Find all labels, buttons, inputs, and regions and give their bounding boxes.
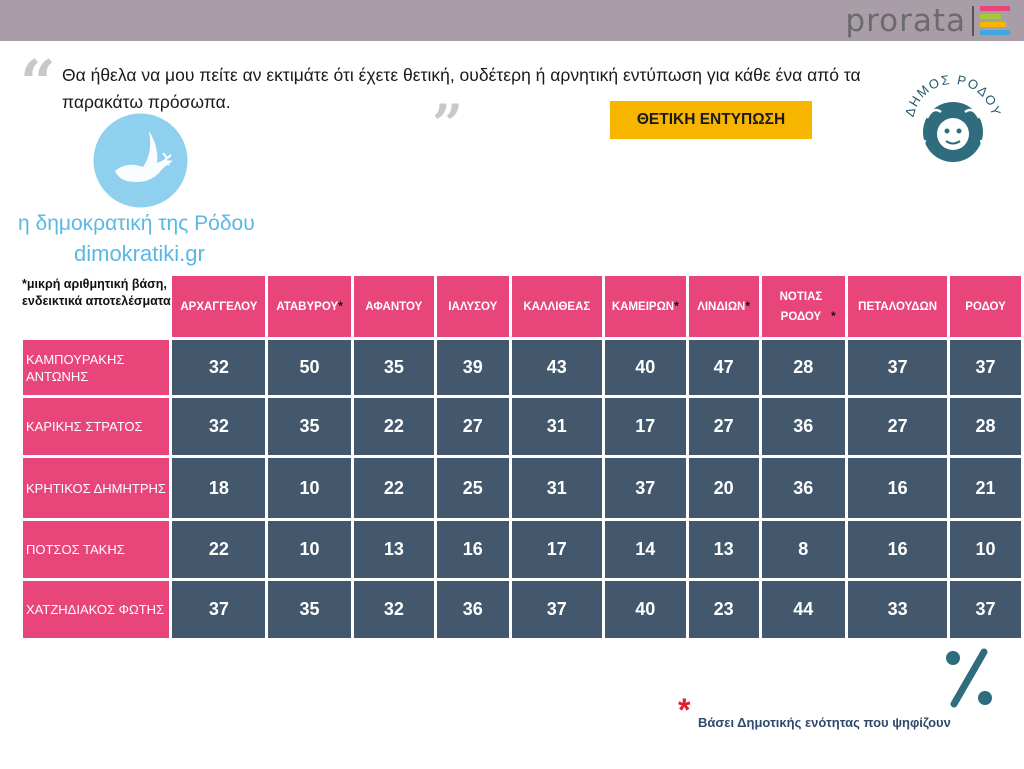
impression-value: 27 xyxy=(848,398,947,455)
impression-value: 47 xyxy=(689,340,759,395)
impression-value: 44 xyxy=(762,581,845,638)
impression-value: 28 xyxy=(762,340,845,395)
impression-value: 36 xyxy=(437,581,509,638)
impression-value: 43 xyxy=(512,340,602,395)
impression-value: 13 xyxy=(689,521,759,578)
table-row xyxy=(23,398,1021,455)
impression-value: 21 xyxy=(950,458,1021,518)
impression-value: 32 xyxy=(172,398,265,455)
dimos-logo-text: ΔΗΜΟΣ ΡΟΔΟΥ xyxy=(901,71,1005,119)
person-name: ΚΑΡΙΚΗΣ ΣΤΡΑΤΟΣ xyxy=(23,398,169,455)
impression-value: 27 xyxy=(437,398,509,455)
table-row xyxy=(23,340,1021,395)
impression-value: 40 xyxy=(605,581,686,638)
impression-value: 17 xyxy=(512,521,602,578)
column-label: ΠΕΤΑΛΟΥΔΩΝ xyxy=(858,300,937,313)
impression-value: 10 xyxy=(950,521,1021,578)
impression-value: 37 xyxy=(848,340,947,395)
impression-value: 13 xyxy=(354,521,434,578)
column-header xyxy=(605,276,686,337)
impression-value: 31 xyxy=(512,398,602,455)
impression-value: 22 xyxy=(354,458,434,518)
impression-value: 35 xyxy=(268,398,350,455)
top-bar xyxy=(0,0,1024,41)
percent-icon xyxy=(944,648,994,708)
impression-value: 16 xyxy=(848,521,947,578)
footnote-asterisk: * xyxy=(678,692,691,728)
table-row xyxy=(23,458,1021,518)
person-name: ΚΑΜΠΟΥΡΑΚΗΣ ΑΝΤΩΝΗΣ xyxy=(23,340,169,395)
impression-value: 28 xyxy=(950,398,1021,455)
column-label: ΙΑΛΥΣΟΥ xyxy=(448,300,498,313)
table-body xyxy=(23,340,1021,638)
brand-name: prorata xyxy=(845,2,966,39)
brand-logo-bar xyxy=(980,14,1001,19)
impression-value: 36 xyxy=(762,398,845,455)
impression-value: 39 xyxy=(437,340,509,395)
impressions-table xyxy=(20,273,1024,641)
impression-value: 37 xyxy=(512,581,602,638)
impression-value: 25 xyxy=(437,458,509,518)
impression-value: 10 xyxy=(268,458,350,518)
dimos-rodou-logo xyxy=(893,62,1013,172)
impression-value: 27 xyxy=(689,398,759,455)
impression-value: 10 xyxy=(268,521,350,578)
column-header xyxy=(268,276,350,337)
column-asterisk: * xyxy=(745,299,751,313)
impression-value: 37 xyxy=(950,581,1021,638)
impression-value: 40 xyxy=(605,340,686,395)
positive-impression-badge: ΘΕΤΙΚΗ ΕΝΤΥΠΩΣΗ xyxy=(610,101,812,139)
dove-logo-icon xyxy=(93,113,188,208)
brand-divider xyxy=(972,6,974,36)
footnote-text: Βάσει Δημοτικής ενότητας που ψηφίζουν xyxy=(698,715,951,730)
impression-value: 14 xyxy=(605,521,686,578)
column-label: ΑΤΑΒΥΡΟΥ xyxy=(276,301,339,313)
impression-value: 32 xyxy=(354,581,434,638)
column-asterisk: * xyxy=(830,308,836,323)
impression-value: 50 xyxy=(268,340,350,395)
impression-value: 23 xyxy=(689,581,759,638)
column-header xyxy=(848,276,947,337)
table-header-row xyxy=(23,276,1021,337)
impression-value: 17 xyxy=(605,398,686,455)
impression-value: 8 xyxy=(762,521,845,578)
column-header xyxy=(354,276,434,337)
impression-value: 33 xyxy=(848,581,947,638)
table-row xyxy=(23,581,1021,638)
impression-value: 31 xyxy=(512,458,602,518)
impression-value: 37 xyxy=(950,340,1021,395)
column-label: ΝΟΤΙΑΣ ΡΟΔΟΥ xyxy=(779,290,823,323)
column-label: ΚΑΛΛΙΘΕΑΣ xyxy=(523,300,591,313)
brand-logo-bar xyxy=(980,22,1006,27)
impression-value: 35 xyxy=(268,581,350,638)
impression-value: 35 xyxy=(354,340,434,395)
watermark-title: η δημοκρατική της Ρόδου xyxy=(18,212,255,235)
column-asterisk: * xyxy=(338,299,343,313)
impression-value: 36 xyxy=(762,458,845,518)
column-header xyxy=(762,276,845,337)
impression-value: 20 xyxy=(689,458,759,518)
column-label: ΡΟΔΟΥ xyxy=(965,300,1006,313)
column-header xyxy=(512,276,602,337)
brand-logo-bar xyxy=(980,30,1010,35)
watermark-site: dimokratiki.gr xyxy=(74,241,205,266)
column-header xyxy=(689,276,759,337)
brand-logo-bar xyxy=(980,6,1010,11)
impression-value: 37 xyxy=(605,458,686,518)
prorata-brand xyxy=(845,0,1010,41)
quote-close-icon: ” xyxy=(432,92,464,156)
survey-question: Θα ήθελα να μου πείτε αν εκτιμάτε ότι έχετε θετική, ουδέτερη ή αρνητική εντύπωση για κάθε ένα από τα παρακάτω πρόσωπα. xyxy=(62,65,861,112)
table-row xyxy=(23,521,1021,578)
impression-value: 22 xyxy=(172,521,265,578)
column-label: ΑΡΧΑΓΓΕΛΟΥ xyxy=(180,300,258,313)
person-name: ΧΑΤΖΗΔΙΑΚΟΣ ΦΩΤΗΣ xyxy=(23,581,169,638)
impression-value: 22 xyxy=(354,398,434,455)
person-name: ΚΡΗΤΙΚΟΣ ΔΗΜΗΤΡΗΣ xyxy=(23,458,169,518)
column-asterisk: * xyxy=(674,299,679,313)
prorata-logo-icon xyxy=(980,6,1010,35)
impression-value: 32 xyxy=(172,340,265,395)
column-label: ΛΙΝΔΙΩΝ xyxy=(697,301,746,313)
column-header xyxy=(437,276,509,337)
impression-value: 16 xyxy=(437,521,509,578)
impression-value: 16 xyxy=(848,458,947,518)
impression-value: 18 xyxy=(172,458,265,518)
column-header xyxy=(950,276,1021,337)
quote-open-icon: “ xyxy=(20,46,56,119)
column-header xyxy=(172,276,265,337)
person-name: ΠΟΤΣΟΣ ΤΑΚΗΣ xyxy=(23,521,169,578)
column-label: ΚΑΜΕΙΡΩΝ xyxy=(611,301,675,313)
sample-size-note: *μικρή αριθμητική βάση, ενδεικτικά αποτελέσματα xyxy=(22,277,171,308)
column-label: ΑΦΑΝΤΟΥ xyxy=(365,300,423,313)
impression-value: 37 xyxy=(172,581,265,638)
